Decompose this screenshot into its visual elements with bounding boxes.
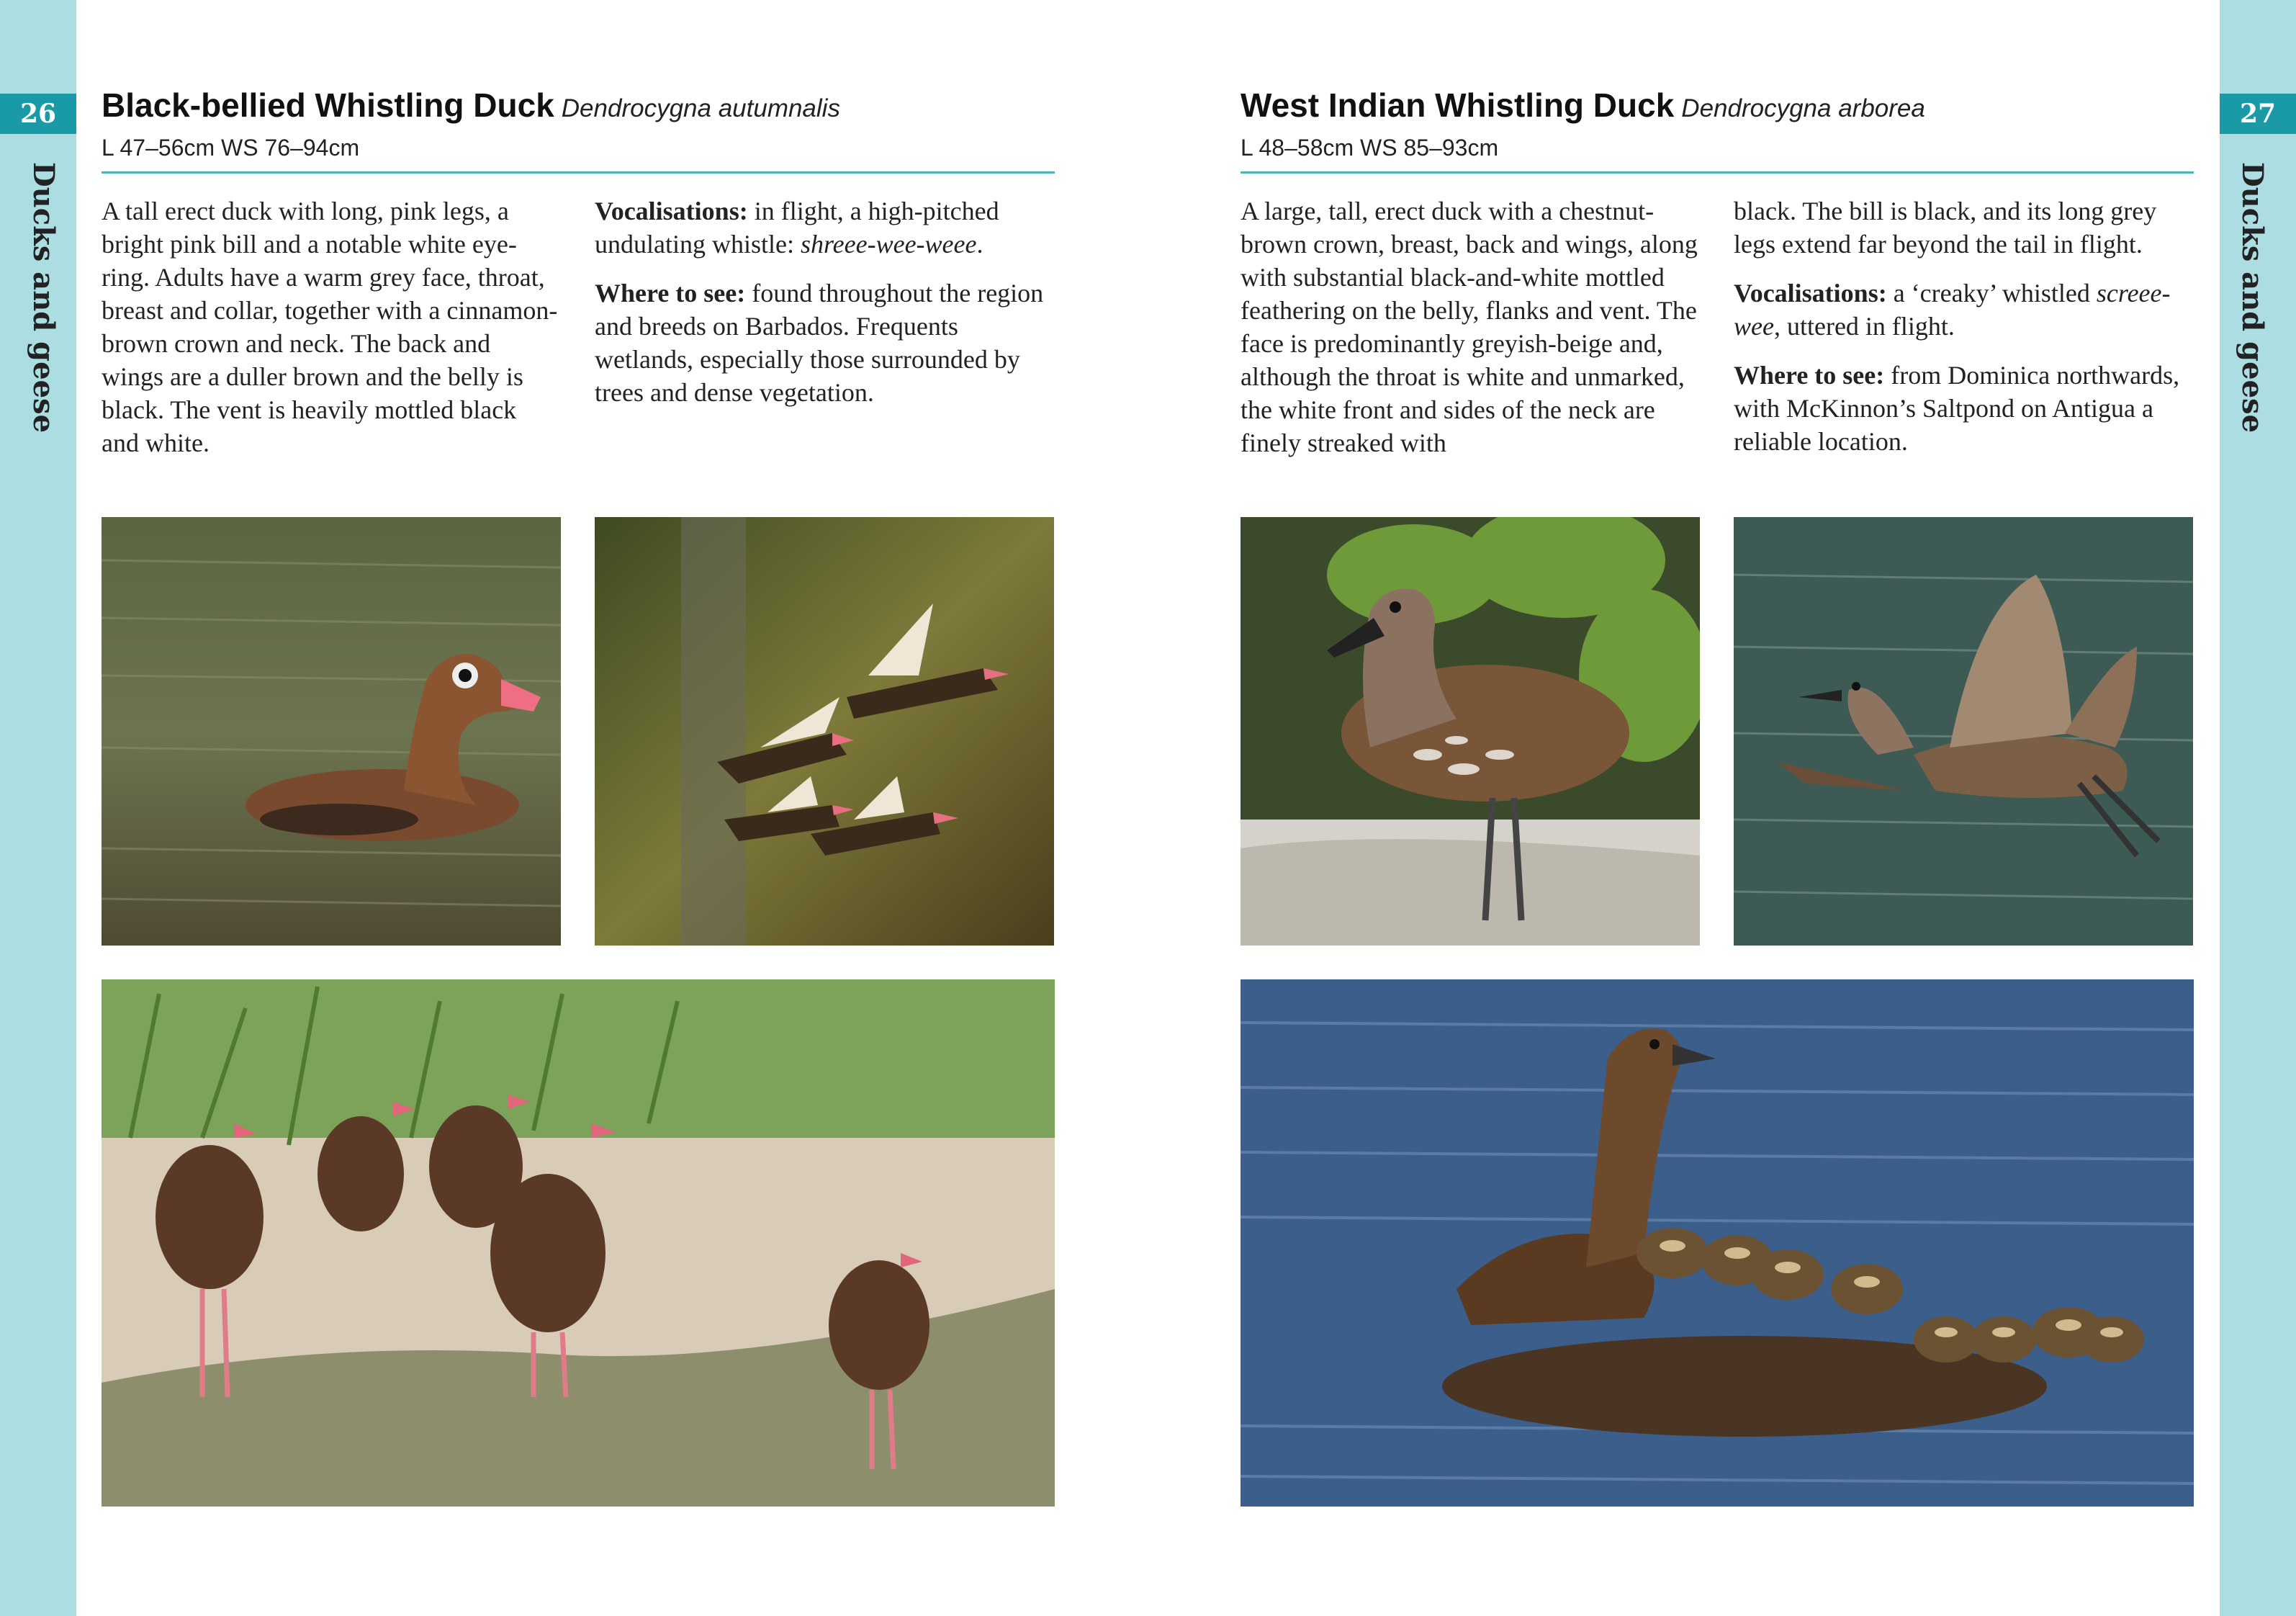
right-where-to-see: Where to see: from Dominica northwards, with McKinnon’s Saltpond on Antigua a reliable location. xyxy=(1734,361,2180,456)
standing-duck-image xyxy=(1241,517,1700,946)
right-vocal-label: Vocalisations: xyxy=(1734,279,1887,308)
group-ducks-image xyxy=(102,979,1055,1507)
left-where-to-see: Where to see: found throughout the region and breeds on Barbados. Frequents wetlands, especially those surrounded by trees and dense vegetation. xyxy=(595,279,1044,407)
right-header-rule xyxy=(1241,171,2194,174)
left-description: A tall erect duck with long, pink legs, a bright pink bill and a notable white eye-ring. Adults have a warm grey face, throat, breast and collar, together with a cinnamon-brown crown and neck. The back and wings are a duller brown and the belly is black. The vent is heavily mottled black and white. xyxy=(102,197,558,457)
left-vocal-label: Vocalisations: xyxy=(595,197,748,225)
left-section-label: Ducks and geese xyxy=(27,162,60,434)
left-species-header xyxy=(102,85,840,162)
photo-flying-ducks xyxy=(595,517,1054,946)
flying-ducks-image xyxy=(595,517,1054,946)
left-where-label: Where to see: xyxy=(595,279,746,308)
right-measurements: L 48–58cm WS 85–93cm xyxy=(1241,135,1499,161)
left-measurements: L 47–56cm WS 76–94cm xyxy=(102,135,360,161)
photo-landing-duck xyxy=(1734,517,2193,946)
left-scientific-name: Dendrocygna autumnalis xyxy=(561,94,840,122)
right-vocalisations: Vocalisations: a ‘creaky’ whistled screee-wee, uttered in flight. xyxy=(1734,279,2171,341)
right-vocal-call: screee-wee xyxy=(1734,279,2171,341)
right-where-label: Where to see: xyxy=(1734,361,1885,390)
right-description-column xyxy=(1241,194,1698,475)
right-description-part-b: black. The bill is black, and its long grey legs extend far beyond the tail in flight. xyxy=(1734,197,2157,259)
left-description-column xyxy=(102,194,559,475)
right-side-tab xyxy=(2220,0,2296,1616)
left-side-tab xyxy=(0,0,76,1616)
left-header-rule xyxy=(102,171,1055,174)
left-page-number: 26 xyxy=(0,94,76,134)
right-species-header xyxy=(1241,85,1925,162)
photo-group-on-shore xyxy=(102,979,1055,1507)
left-species-title: Black-bellied Whistling Duck xyxy=(102,86,554,124)
right-page-number: 27 xyxy=(2220,94,2296,134)
photo-swimming-duck xyxy=(102,517,561,946)
right-info-column xyxy=(1734,194,2191,474)
swimming-duck-image xyxy=(102,517,561,946)
left-info-column xyxy=(595,194,1052,425)
left-vocalisations: Vocalisations: in flight, a high-pitched undulating whistle: shreee-wee-weee. xyxy=(595,197,999,259)
left-vocal-call: shreee-wee-weee xyxy=(800,230,977,259)
right-species-title: West Indian Whistling Duck xyxy=(1241,86,1675,124)
photo-standing-duck xyxy=(1241,517,1700,946)
landing-duck-image xyxy=(1734,517,2193,946)
right-description-part-a: A large, tall, erect duck with a chestnut-brown crown, breast, back and wings, along with substantial black-and-white mottled feathering on the belly, flanks and vent. The face is predominantly greyish-beige and, although the throat is white and unmarked, the white front and sides of the neck are finely streaked with xyxy=(1241,197,1698,457)
duck-ducklings-image xyxy=(1241,979,2194,1507)
right-scientific-name: Dendrocygna arborea xyxy=(1681,94,1925,122)
photo-duck-with-ducklings xyxy=(1241,979,2194,1507)
right-section-label: Ducks and geese xyxy=(2236,162,2269,434)
